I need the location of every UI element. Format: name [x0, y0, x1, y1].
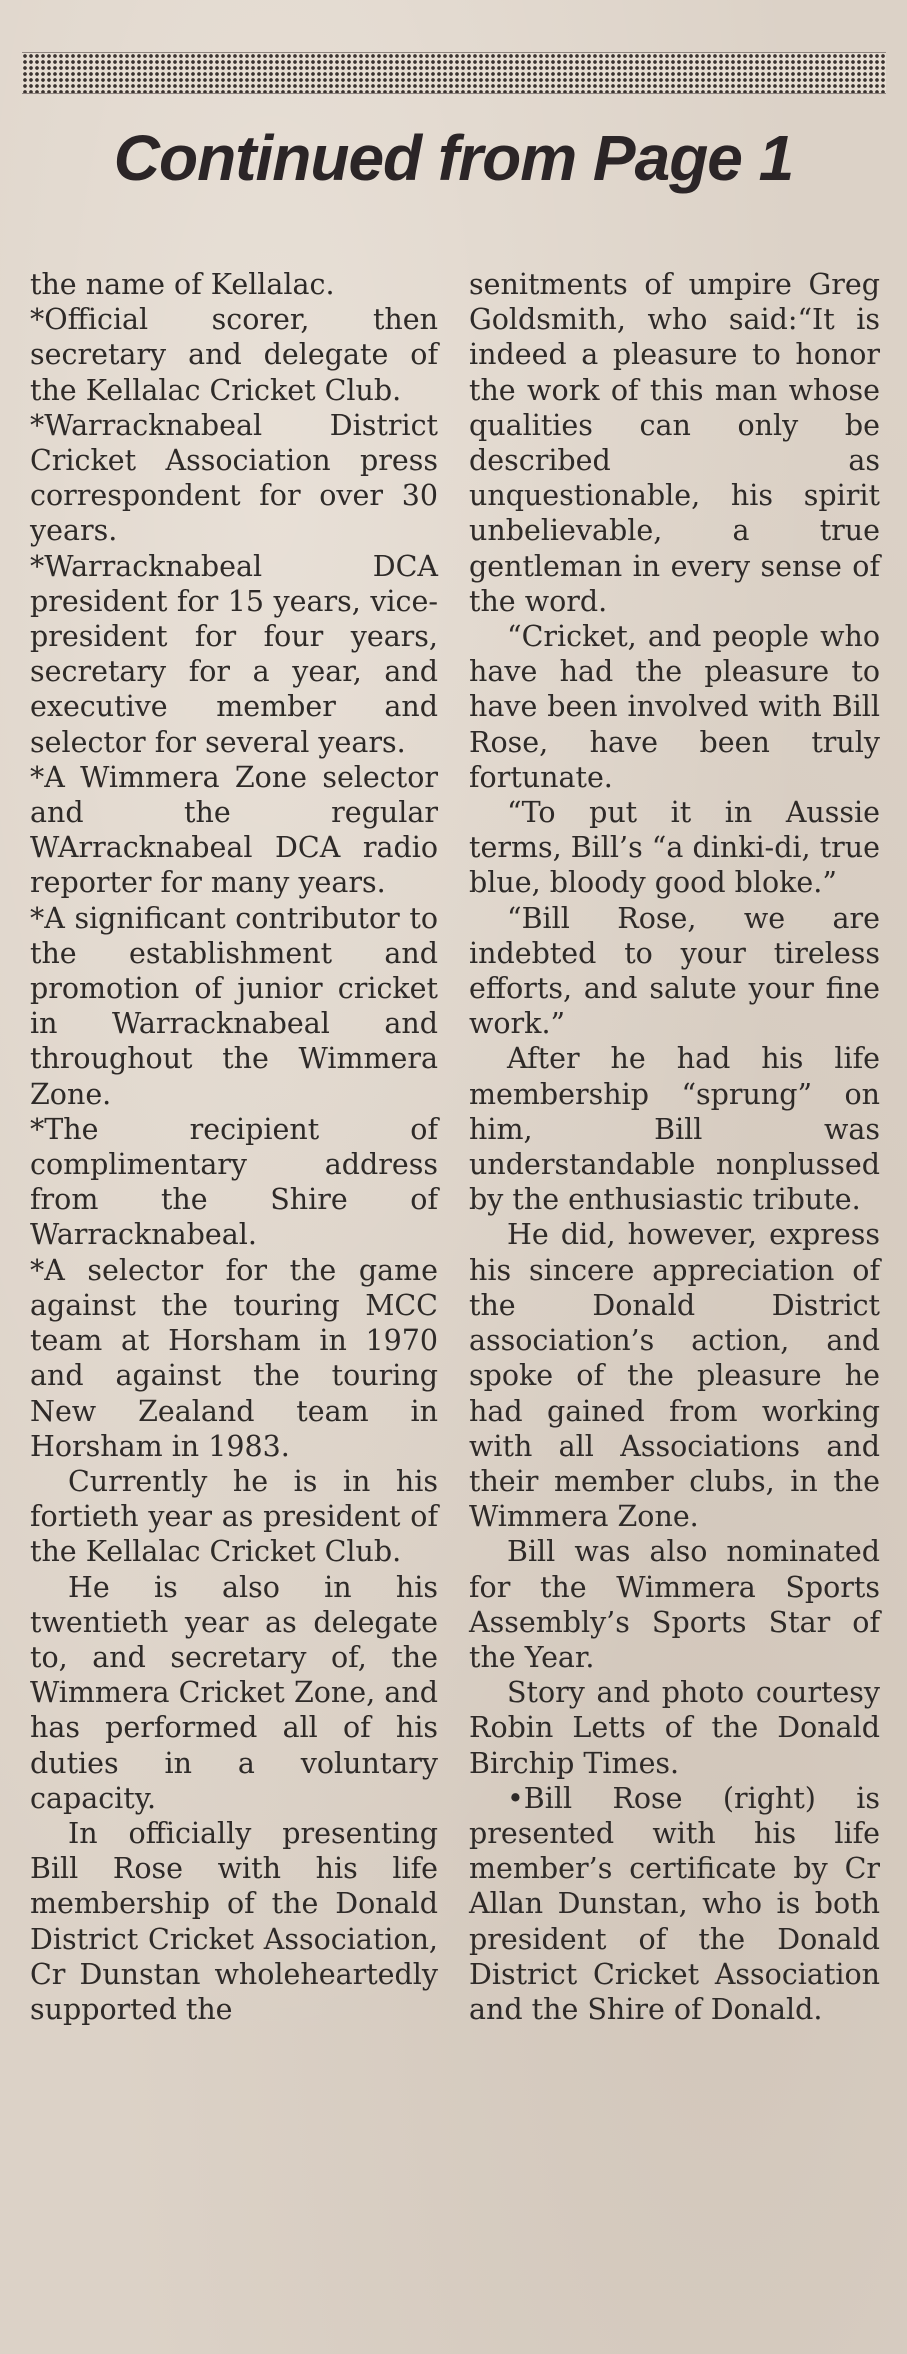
article-paragraph: Bill was also nominated for the Wimmera Sports Assembly’s Sports Star of the Year. — [469, 1535, 880, 1674]
article-column-right — [469, 267, 880, 2027]
article-paragraph: *Warracknabeal District Cricket Association press correspondent for over 30 years. — [30, 408, 438, 548]
article-paragraph: •Bill Rose (right) is presented with his life member’s certificate by Cr Allan Dunstan, who is both president of the Donald District Cricket Association and the Shire of Donald. — [469, 1781, 880, 2026]
article-paragraph: He is also in his twentieth year as delegate to, and secretary of, the Wimmera Cricket Zone, and has performed all of his duties in a voluntary capacity. — [30, 1570, 438, 1815]
article-paragraph: *The recipient of complimentary address from the Shire of Warracknabeal. — [30, 1112, 438, 1252]
article-paragraph: *A significant contributor to the establishment and promotion of junior cricket in Warracknabeal and throughout the Wimmera Zone. — [30, 901, 438, 1111]
article-paragraph: He did, however, express his sincere appreciation of the Donald District association’s action, and spoke of the pleasure he had gained from working with all Associations and their member clubs, in the Wimmera Zone. — [469, 1218, 880, 1534]
article-paragraph: “To put it in Aussie terms, Bill’s “a dinki-di, true blue, bloody good bloke.” — [469, 796, 880, 900]
article-column-left — [30, 267, 438, 2027]
article-paragraph: the name of Kellalac. — [30, 268, 335, 301]
halftone-dot-band — [22, 52, 886, 94]
article-paragraph: “Cricket, and people who have had the pleasure to have been involved with Bill Rose, have been truly fortunate. — [469, 620, 880, 794]
article-paragraph: In officially presenting Bill Rose with his life membership of the Donald District Cricket Association, Cr Dunstan wholeheartedly supported the — [30, 1816, 438, 2026]
headline: Continued from Page 1 — [113, 122, 794, 194]
article-paragraph: *A selector for the game against the touring MCC team at Horsham in 1970 and against the touring New Zealand team in Horsham in 1983. — [30, 1253, 438, 1463]
article-paragraph: Story and photo courtesy Robin Letts of the Donald Birchip Times. — [469, 1676, 880, 1780]
article-paragraph: “Bill Rose, we are indebted to your tireless efforts, and salute your fine work.” — [469, 901, 880, 1041]
article-paragraph: *A Wimmera Zone selector and the regular WArracknabeal DCA radio reporter for many years. — [30, 760, 438, 900]
article-paragraph: After he had his life membership “sprung” on him, Bill was understandable nonplussed by the enthusiastic tribute. — [469, 1042, 880, 1217]
article-paragraph: *Official scorer, then secretary and delegate of the Kellalac Cricket Club. — [30, 303, 438, 407]
article-paragraph: Currently he is in his fortieth year as president of the Kellalac Cricket Club. — [30, 1464, 438, 1569]
article-paragraph: senitments of umpire Greg Goldsmith, who said:“It is indeed a pleasure to honor the work of this man whose qualities can only be described as unquestionable, his spirit unbelievable, a true gentleman in every sense of the word. — [469, 268, 880, 618]
article-paragraph: *Warracknabeal DCA president for 15 years, vice-president for four years, secretary for a year, and executive member and selector for several years. — [30, 549, 438, 759]
